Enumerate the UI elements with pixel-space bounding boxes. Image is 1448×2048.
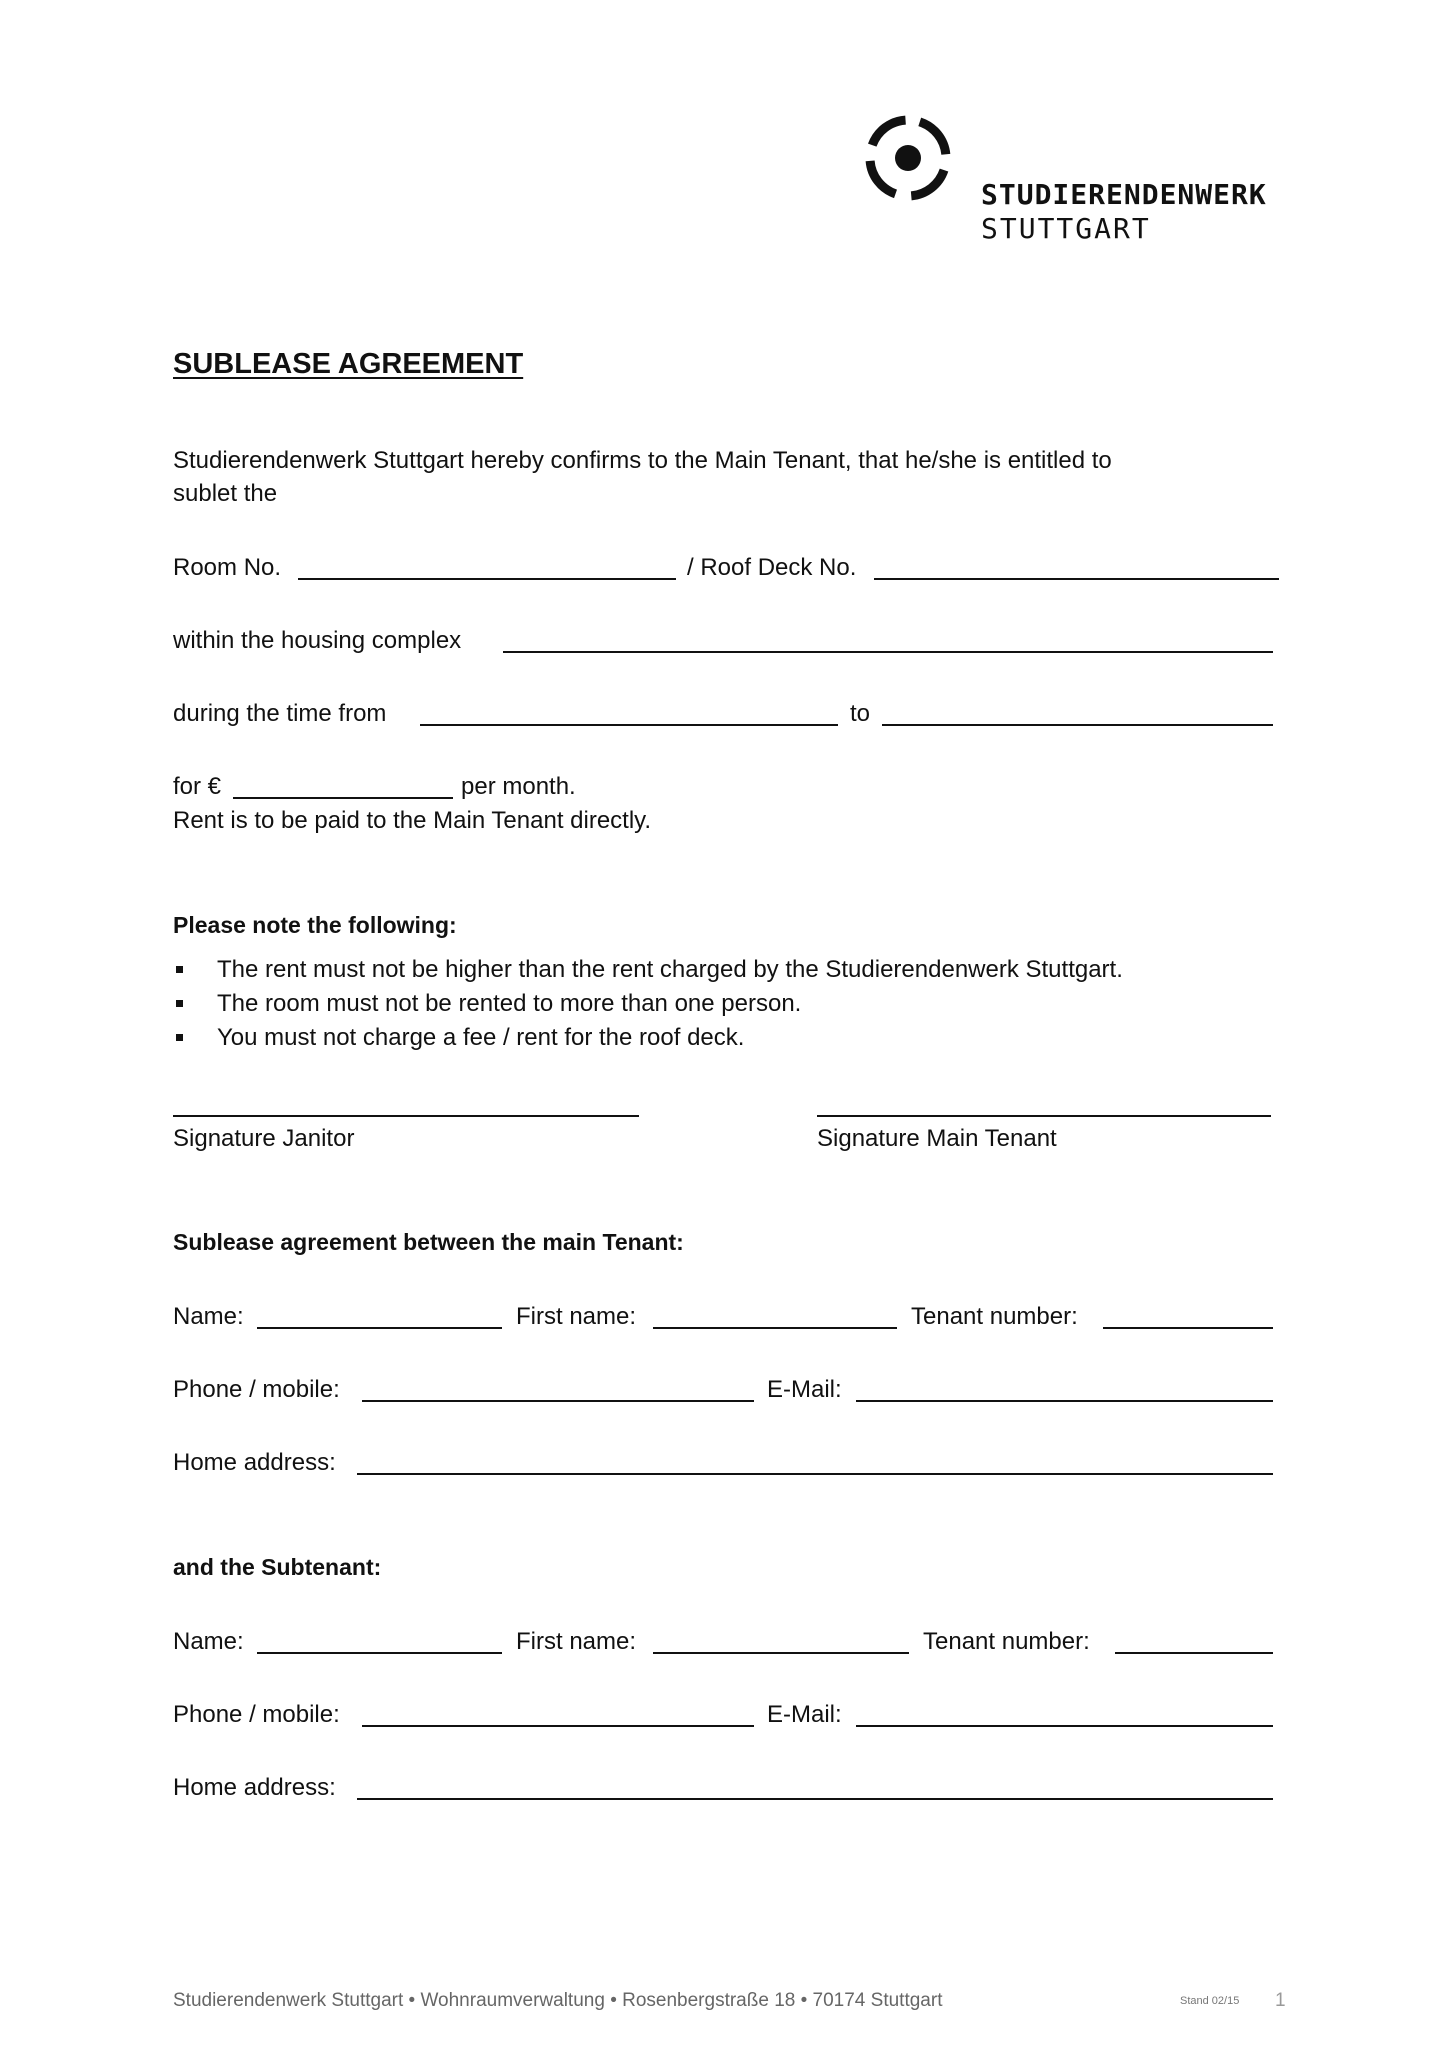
time-from-field[interactable]	[420, 724, 838, 726]
main-tenant-address-label: Home address:	[173, 1449, 336, 1476]
main-tenant-name-field[interactable]	[257, 1327, 502, 1329]
housing-complex-label: within the housing complex	[173, 627, 462, 654]
subtenant-first-name-label: First name:	[516, 1628, 637, 1655]
subtenant-first-name-field[interactable]	[653, 1652, 909, 1654]
intro-line2: sublet the	[173, 480, 278, 507]
main-tenant-email-label: E-Mail:	[767, 1376, 842, 1403]
note-item: The rent must not be higher than the rent charged by the Studierendenwerk Stuttgart.	[217, 956, 1123, 983]
subtenant-phone-label: Phone / mobile:	[173, 1701, 340, 1728]
logo-text-line1: STUDIERENDENWERK	[981, 178, 1267, 211]
intro-line1: Studierendenwerk Stuttgart hereby confirms to the Main Tenant, that he/she is entitled to	[173, 447, 1112, 474]
rent-note: Rent is to be paid to the Main Tenant directly.	[173, 807, 652, 834]
time-to-field[interactable]	[882, 724, 1273, 726]
subtenant-address-field[interactable]	[357, 1798, 1273, 1800]
bullet-icon	[176, 1034, 183, 1041]
signature-janitor-field[interactable]	[173, 1115, 639, 1117]
subtenant-number-label: Tenant number:	[923, 1628, 1090, 1655]
main-tenant-phone-label: Phone / mobile:	[173, 1376, 340, 1403]
per-month-label: per month.	[461, 773, 576, 800]
rent-amount-field[interactable]	[233, 797, 453, 799]
roof-deck-field[interactable]	[874, 578, 1279, 580]
page-title: SUBLEASE AGREEMENT	[173, 348, 524, 380]
main-tenant-name-label: Name:	[173, 1303, 244, 1330]
subtenant-address-label: Home address:	[173, 1774, 336, 1801]
notes-heading: Please note the following:	[173, 912, 457, 938]
bullet-icon	[176, 966, 183, 973]
bullet-icon	[176, 1000, 183, 1007]
room-no-label: Room No.	[173, 554, 282, 581]
main-tenant-first-name-label: First name:	[516, 1303, 637, 1330]
time-from-label: during the time from	[173, 700, 387, 727]
signature-janitor-label: Signature Janitor	[173, 1125, 355, 1152]
time-to-label: to	[850, 700, 871, 727]
logo-icon	[862, 112, 954, 204]
main-tenant-number-field[interactable]	[1103, 1327, 1273, 1329]
rent-for-label: for €	[173, 773, 222, 800]
main-tenant-first-name-field[interactable]	[653, 1327, 897, 1329]
subtenant-email-label: E-Mail:	[767, 1701, 842, 1728]
logo-text-line2: STUTTGART	[981, 212, 1151, 245]
signature-main-tenant-label: Signature Main Tenant	[817, 1125, 1057, 1152]
main-tenant-phone-field[interactable]	[362, 1400, 754, 1402]
main-tenant-number-label: Tenant number:	[911, 1303, 1078, 1330]
roof-deck-label: / Roof Deck No.	[687, 554, 857, 581]
signature-main-tenant-field[interactable]	[817, 1115, 1271, 1117]
note-item: You must not charge a fee / rent for the roof deck.	[217, 1024, 745, 1051]
subtenant-name-field[interactable]	[257, 1652, 502, 1654]
page-number: 1	[1275, 1990, 1286, 2011]
footer-stand: Stand 02/15	[1180, 1995, 1240, 2007]
subtenant-number-field[interactable]	[1115, 1652, 1273, 1654]
subtenant-name-label: Name:	[173, 1628, 244, 1655]
subtenant-email-field[interactable]	[856, 1725, 1273, 1727]
footer-address: Studierendenwerk Stuttgart • Wohnraumverwaltung • Rosenbergstraße 18 • 70174 Stuttgart	[173, 1990, 943, 2011]
main-tenant-address-field[interactable]	[357, 1473, 1273, 1475]
subtenant-phone-field[interactable]	[362, 1725, 754, 1727]
main-tenant-email-field[interactable]	[856, 1400, 1273, 1402]
note-item: The room must not be rented to more than one person.	[217, 990, 802, 1017]
room-no-field[interactable]	[298, 578, 676, 580]
main-tenant-heading: Sublease agreement between the main Tenant:	[173, 1229, 684, 1255]
housing-complex-field[interactable]	[503, 651, 1273, 653]
subtenant-heading: and the Subtenant:	[173, 1554, 382, 1580]
